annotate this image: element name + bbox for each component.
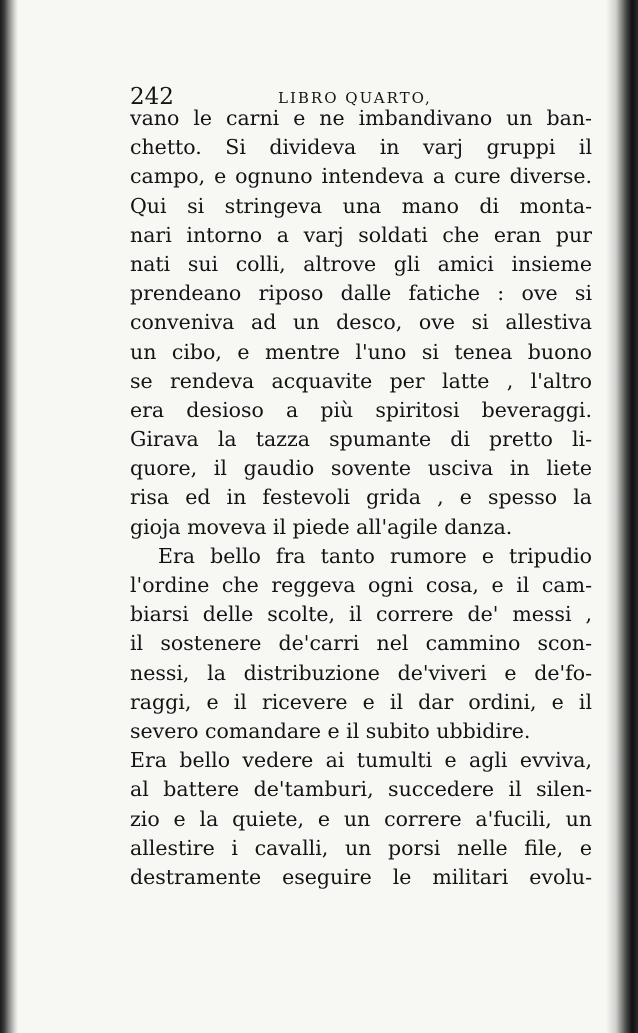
running-head: LIBRO QUARTO, (278, 89, 432, 107)
page-edge-right (606, 0, 638, 1033)
text-line: vano le carni e ne imbandivano un ban- (130, 106, 592, 130)
text-line: zio e la quiete, e un correre a'fucili, un (130, 806, 592, 831)
text-line: chetto. Si divideva in varj gruppi il (130, 135, 592, 160)
text-line: nati sui colli, altrove gli amici insieme (130, 251, 592, 276)
text-line: risa ed in festevoli grida , e spesso la (130, 485, 592, 510)
text-line: era desioso a più spiritosi beveraggi. (130, 397, 592, 422)
text-line: prendeano riposo dalle fatiche : ove si (130, 281, 592, 306)
text-line: Qui si stringeva una mano di monta- (130, 193, 592, 218)
text-line: campo, e ognuno intendeva a cure diverse. (130, 164, 592, 189)
text-line: al battere de'tamburi, succedere il silen- (130, 777, 592, 802)
page-number: 242 (130, 84, 174, 110)
text-line: allestire i cavalli, un porsi nelle file, e (130, 835, 592, 860)
text-line: raggi, e il ricevere e il dar ordini, e il (130, 689, 592, 714)
text-line: conveniva ad un desco, ove si allestiva (130, 310, 592, 335)
text-line: un cibo, e mentre l'uno si tenea buono (130, 339, 592, 364)
text-line: severo comandare e il subito ubbidire. (130, 718, 531, 743)
text-line: nessi, la distribuzione de'viveri e de'fo- (130, 660, 592, 685)
text-line: se rendeva acquavite per latte , l'altro (130, 368, 592, 393)
text-line: quore, il gaudio sovente usciva in liete (130, 456, 592, 481)
text-line: biarsi delle scolte, il correre de' messi , (130, 602, 592, 627)
text-line: l'ordine che reggeva ogni cosa, e il cam- (130, 573, 592, 597)
text-line: il sostenere de'carri nel cammino scon- (130, 631, 592, 656)
body-text (130, 104, 592, 892)
text-line: Girava la tazza spumante di pretto li- (130, 427, 592, 452)
text-line: gioja moveva il piede all'agile danza. (130, 514, 513, 539)
text-line: nari intorno a varj soldati che eran pur (130, 222, 592, 247)
text-line: Era bello vedere ai tumulti e agli evviva, (130, 748, 592, 773)
binding-shadow-left (0, 0, 18, 1033)
text-line: destramente eseguire le militari evolu- (130, 864, 592, 889)
text-line: Era bello fra tanto rumore e tripudio (158, 543, 592, 568)
